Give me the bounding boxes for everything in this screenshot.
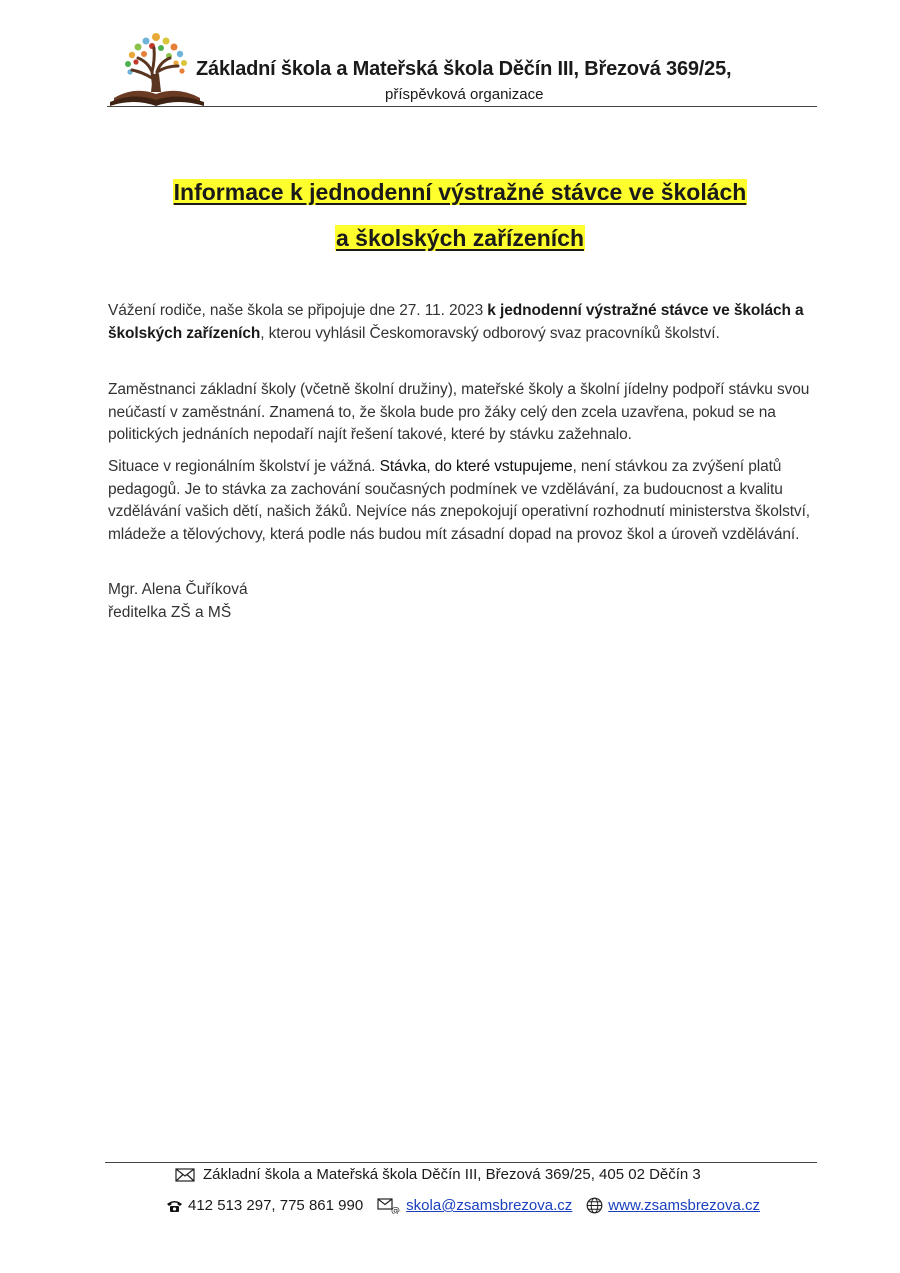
document-title-line-1: Informace k jednodenní výstražné stávce ve školách <box>173 179 747 205</box>
school-name: Základní škola a Mateřská škola Děčín III, Březová 369/25, <box>196 58 732 80</box>
document-title-line-2: a školských zařízeních <box>335 225 584 251</box>
website-link[interactable]: www.zsamsbrezova.cz <box>608 1197 761 1214</box>
organization-type: příspěvková organizace <box>385 86 544 103</box>
signature-role: ředitelka ZŠ a MŠ <box>108 604 232 621</box>
svg-text:@: @ <box>391 1205 401 1214</box>
footer-divider <box>105 1162 817 1163</box>
phone-icon <box>166 1199 183 1213</box>
email-link[interactable]: skola@zsamsbrezova.cz <box>406 1197 573 1214</box>
paragraph-strike-announcement: Vážení rodiče, naše škola se připojuje dne 27. 11. 2023 k jednodenní výstražné stávce ve školách a školských zařízeních, kterou vyhlásil Českomoravský odborový svaz pracovníků školství. <box>108 302 804 342</box>
footer-contacts <box>166 1197 760 1214</box>
globe-icon <box>586 1197 603 1214</box>
paragraph-school-closure: Zaměstnanci základní školy (včetně školní družiny), mateřské školy a školní jídelny podpoří stávku svou neúčastí v zaměstnání. Znamená to, že škola bude pro žáky celý den zcela uzavřena, pokud se na politických jednáních nepodaří najít řešení takové, které by stávku zažehnalo. <box>108 381 810 443</box>
email-icon <box>377 1198 401 1214</box>
paragraph-situation: Situace v regionálním školství je vážná. Stávka, do které vstupujeme, není stávkou za zvýšení platů pedagogů. Je to stávka za zachování současných podmínek ve vzdělávání, za budoucnost a kvalitu vzdělávání vašich dětí, našich žáků. Nejvíce nás znepokojují operativní rozhodnutí ministerstva školství, mládeže a tělovýchovy, která podle nás budou mít zásadní dopad na provoz škol a úroveň vzdělávání. <box>108 458 810 543</box>
phone-numbers: 412 513 297, 775 861 990 <box>188 1197 364 1214</box>
signature-name: Mgr. Alena Čuříková <box>108 581 248 598</box>
school-logo <box>108 32 206 108</box>
header-divider <box>107 106 817 107</box>
envelope-icon <box>175 1168 195 1182</box>
footer-address: Základní škola a Mateřská škola Děčín III, Březová 369/25, 405 02 Děčín 3 <box>175 1166 701 1183</box>
